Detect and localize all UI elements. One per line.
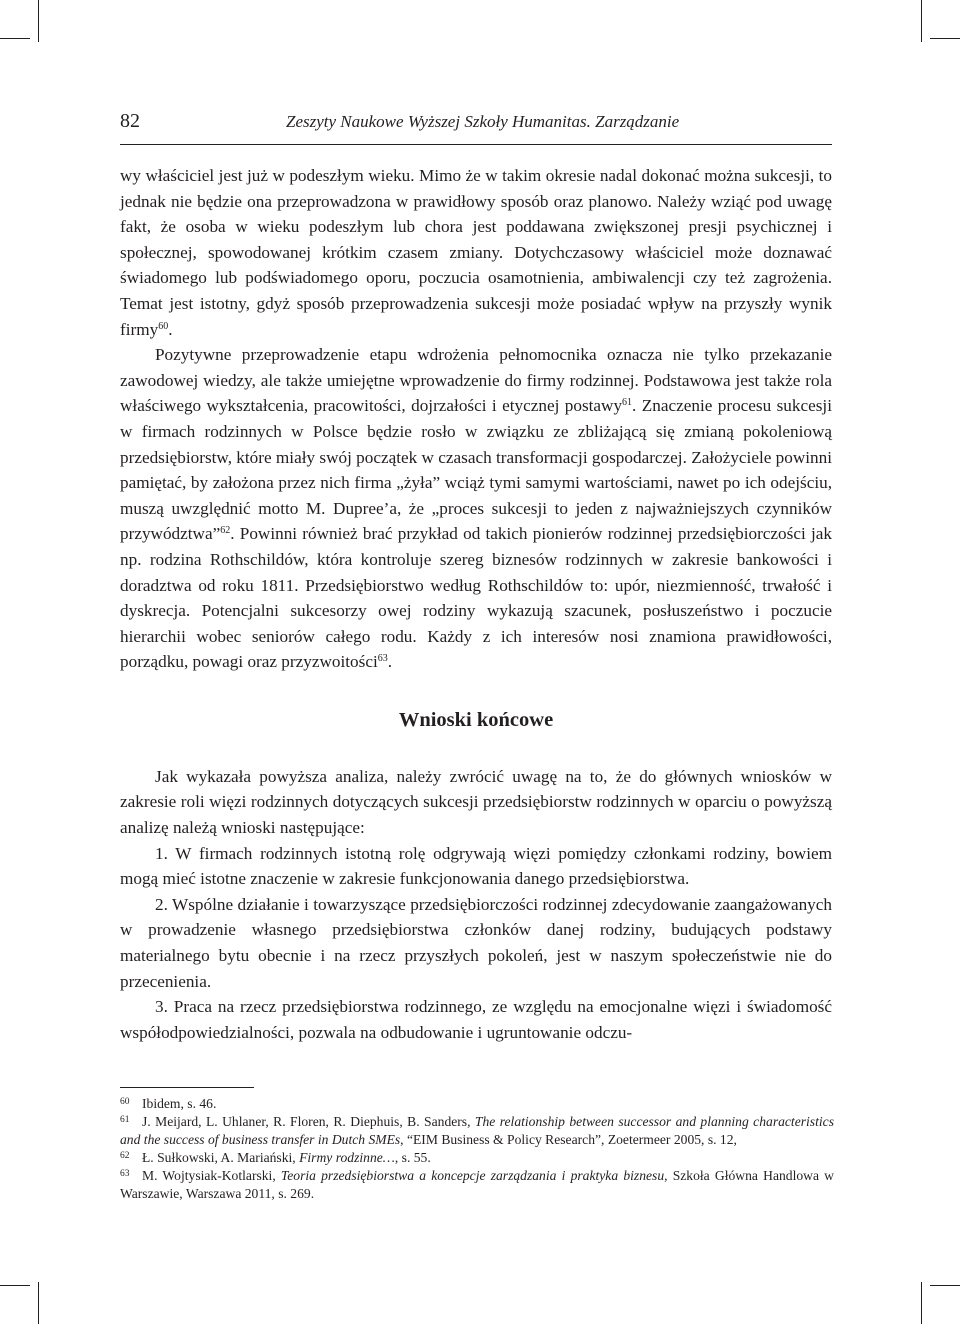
footnote-ref-63[interactable]: 63 — [377, 653, 388, 665]
crop-mark-bottom-left — [38, 1282, 39, 1324]
crop-mark-bottom-right-h — [930, 1285, 960, 1286]
footnote-63: 63 M. Wojtysiak-Kotlarski, Teoria przedsiębiorstwa a koncepcje zarządzania i praktyka biznesu, Szkoła Główna Handlowa w Warszawie, Warszawa 2011, s. 269. — [120, 1168, 834, 1201]
footnotes — [120, 1095, 834, 1203]
paragraph-1: wy właściciel jest już w podeszłym wieku. Mimo że w takim okresie nadal dokonać można sukcesji, to jednak nie będzie ona przeprowadzona w prawidłowy sposób oraz planowo. Należy wziąć pod uwagę fakt, że osoba w wieku podeszłym lub chora jest poddawana zwiększonej presji psychicznej i społecznej, spowodowanej krótkim czasem zmiany. Dotychczasowy właściciel może doznawać świadomego lub podświadomego oporu, poczucia osamotnienia, ambiwalencji czy też zagrożenia. Temat jest istotny, gdyż sposób przeprowadzenia sukcesji może posiadać wpływ na przyszły wynik firmy$^{60}$. — [120, 166, 832, 339]
conclusion-2: 2. Wspólne działanie i towarzyszące przedsiębiorczości rodzinnej zdecydowanie zaangażowanych w prowadzenie własnego przedsiębiorstwa członków danej rodziny, budujących podstawy materialnego bytu obecnie i na rzecz przyszłych pokoleń, jest w naszym społeczeństwie nie do przecenienia. — [120, 894, 832, 991]
crop-mark-bottom-right — [921, 1282, 922, 1324]
crop-mark-top-left-h — [0, 38, 30, 39]
page-number: 82 — [120, 110, 140, 132]
footnote-ref-60[interactable]: 60 — [158, 320, 169, 332]
running-title: Zeszyty Naukowe Wyższej Szkoły Humanitas. Zarządzanie — [286, 112, 680, 131]
footnote-60: 60 Ibidem, s. 46. — [120, 1096, 217, 1111]
crop-mark-top-right-h — [930, 38, 960, 39]
crop-mark-top-right — [921, 0, 922, 42]
section-heading: Wnioski końcowe — [398, 708, 554, 731]
crop-mark-bottom-left-h — [0, 1285, 30, 1286]
footnote-separator — [120, 1087, 254, 1088]
footnote-ref-61[interactable]: 61 — [622, 397, 633, 409]
footnote-61: 61 J. Meijard, L. Uhlaner, R. Floren, R. Diephuis, B. Sanders, The relationship between successor and planning characteristics and the success of business transfer in Dutch SMEs, “EIM Business & Policy Research”, Zoetermeer 2005, s. 12, — [120, 1114, 834, 1147]
crop-mark-top-left — [38, 0, 39, 42]
paragraph-3: Jak wykazała powyższa analiza, należy zwrócić uwagę na to, że do głównych wniosków w zakresie roli więzi rodzinnych dotyczących sukcesji przedsiębiorstw rodzinnych w oparciu o powyższą analizę należą wnioski następujące: — [120, 766, 832, 838]
conclusion-3: 3. Praca na rzecz przedsiębiorstwa rodzinnego, ze względu na emocjonalne więzi i świadomość współodpowiedzialności, pozwala na odbudowanie i ugruntowanie odczu- — [120, 997, 832, 1042]
paragraph-2: Pozytywne przeprowadzenie etapu wdrożenia pełnomocnika oznacza nie tylko przekazanie zawodowej wiedzy, ale także umiejętne wprowadzenie do firmy rodzinnej. Podstawowa jest także rola właściwego wykształcenia, pracowitości, dojrzałości i etycznej postawy$^{61}$. Znaczenie procesu sukcesji w firmach rodzinnych w Polsce będzie rosło w związku ze zbliżającą się zmianą pokoleniową przedsiębiorstw, które miały swój początek w czasach transformacji gospodarczej. Założyciele powinni pamiętać, by założona przez nich firma „żyła” wciąż tymi samymi wartościami, nawet po ich odejściu, muszą uwzględnić motto M. Dupree’a, że „proces sukcesji to jeden z najważniejszych czynników przywództwa”$^{62}$. Powinni również brać przykład od takich pionierów rodzinnej przedsiębiorczości jak np. rodzina Rothschildów, która kontroluje szereg biznesów rodzinnych w zakresie bankowości i doradztwa od roku 1811. Przedsiębiorstwo według Rothschildów to: upór, niezmienność, trwałość i dyskrecja. Potencjalni sukcesorzy owej rodziny wykazują szacunek, posłuszeństwo i poczucie hierarchii wobec seniorów całego rodu. Każdy z ich interesów nosi znamiona prawidłowości, porządku, powagi oraz przyzwoitości$^{63}$. — [120, 345, 832, 672]
footnote-62: 62 Ł. Sułkowski, A. Mariański, Firmy rodzinne…, s. 55. — [120, 1150, 431, 1165]
footnote-ref-62[interactable]: 62 — [220, 525, 231, 537]
main-text — [120, 163, 832, 1045]
page-header — [120, 110, 832, 145]
conclusion-1: 1. W firmach rodzinnych istotną rolę odgrywają więzi pomiędzy członkami rodziny, bowiem mogą mieć istotne znaczenie w zakresie funkcjonowania danego przedsiębiorstwa. — [120, 843, 832, 889]
